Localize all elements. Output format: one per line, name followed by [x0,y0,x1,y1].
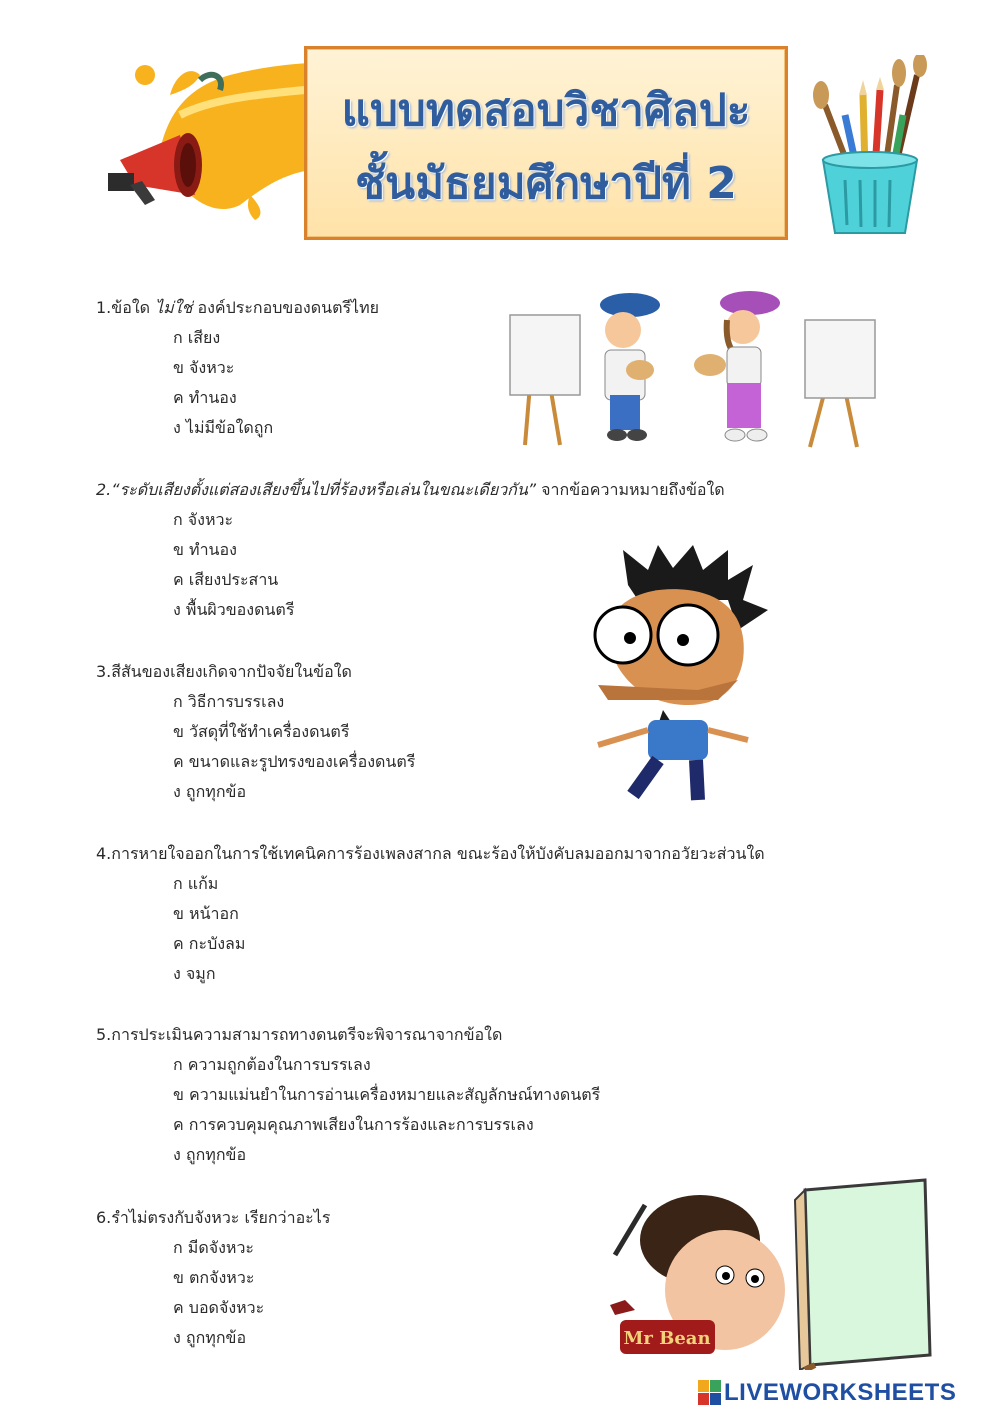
question-1 [96,293,379,443]
question-5-option-d[interactable]: ง ถูกทุกข้อ [173,1145,247,1164]
pencil-cup-illustration [805,55,935,240]
mrbean-painting-illustration [605,1175,935,1370]
question-6-option-d[interactable]: ง ถูกทุกข้อ [173,1328,247,1347]
question-2-option-c[interactable]: ค เสียงประสาน [173,570,279,589]
question-6-text: 6.รำไม่ตรงกับจังหวะ เรียกว่าอะไร [96,1208,331,1227]
question-3-option-c[interactable]: ค ขนาดและรูปทรงของเครื่องดนตรี [173,752,416,771]
question-3-option-a[interactable]: ก วิธีการบรรเลง [173,692,285,711]
question-2-option-d[interactable]: ง พื้นผิวของดนตรี [173,600,295,619]
question-2-text: 2.“ระดับเสียงตั้งแต่สองเสียงขึ้นไปที่ร้องหรือเล่นในขณะเดียวกัน” จากข้อความหมายถึงข้อใด [96,480,725,499]
question-3-text: 3.สีสันของเสียงเกิดจากปัจจัยในข้อใด [96,662,352,681]
question-1-option-c[interactable]: ค ทำนอง [173,388,237,407]
question-3-option-d[interactable]: ง ถูกทุกข้อ [173,782,247,801]
question-6-option-c[interactable]: ค บอดจังหวะ [173,1298,265,1317]
question-3-option-b[interactable]: ข วัสดุที่ใช้ทำเครื่องดนตรี [173,722,350,741]
page-title: แบบทดสอบวิชาศิลปะ [341,85,751,136]
question-1-option-a[interactable]: ก เสียง [173,328,221,347]
question-2-option-b[interactable]: ข ทำนอง [173,540,237,559]
megaphone-splash-illustration [100,55,310,225]
question-5-option-b[interactable]: ข ความแม่นยำในการอ่านเครื่องหมายและสัญลักษณ์ทางดนตรี [173,1085,601,1104]
question-6-option-a[interactable]: ก มีดจังหวะ [173,1238,255,1257]
question-4-option-b[interactable]: ข หน้าอก [173,904,239,923]
question-4 [96,839,765,989]
question-2-option-a[interactable]: ก จังหวะ [173,510,234,529]
question-6 [96,1203,330,1353]
liveworksheets-logo[interactable] [698,1378,956,1408]
question-4-text: 4.การหายใจออกในการใช้เทคนิคการร้องเพลงสากล ขณะร้องให้บังคับลมออกมาจากอวัยวะส่วนใด [96,844,765,863]
question-1-option-b[interactable]: ข จังหวะ [173,358,235,377]
question-5 [96,1020,600,1170]
question-4-option-d[interactable]: ง จมูก [173,964,216,983]
question-5-option-a[interactable]: ก ความถูกต้องในการบรรเลง [173,1055,371,1074]
mrbean-label: Mr Bean [623,1328,711,1349]
question-5-text: 5.การประเมินความสามารถทางดนตรีจะพิจารณาจากข้อใด [96,1025,503,1044]
question-4-option-a[interactable]: ก แก้ม [173,874,219,893]
question-6-option-b[interactable]: ข ตกจังหวะ [173,1268,255,1287]
liveworksheets-badge-icon [698,1380,722,1406]
title-box [304,46,788,240]
question-2 [96,475,725,625]
question-5-option-c[interactable]: ค การควบคุมคุณภาพเสียงในการร้องและการบรรเลง [173,1115,534,1134]
painters-illustration [505,285,885,453]
brand-text: LIVEWORKSHEETS [724,1379,957,1406]
question-1-option-d[interactable]: ง ไม่มีข้อใดถูก [173,418,274,437]
page-subtitle: ชั้นมัธยมศึกษาปีที่ 2 [355,157,737,209]
question-3 [96,657,415,807]
question-4-option-c[interactable]: ค กะบังลม [173,934,246,953]
question-1-text: 1.ข้อใด ไม่ใช่ องค์ประกอบของดนตรีไทย [96,298,380,317]
